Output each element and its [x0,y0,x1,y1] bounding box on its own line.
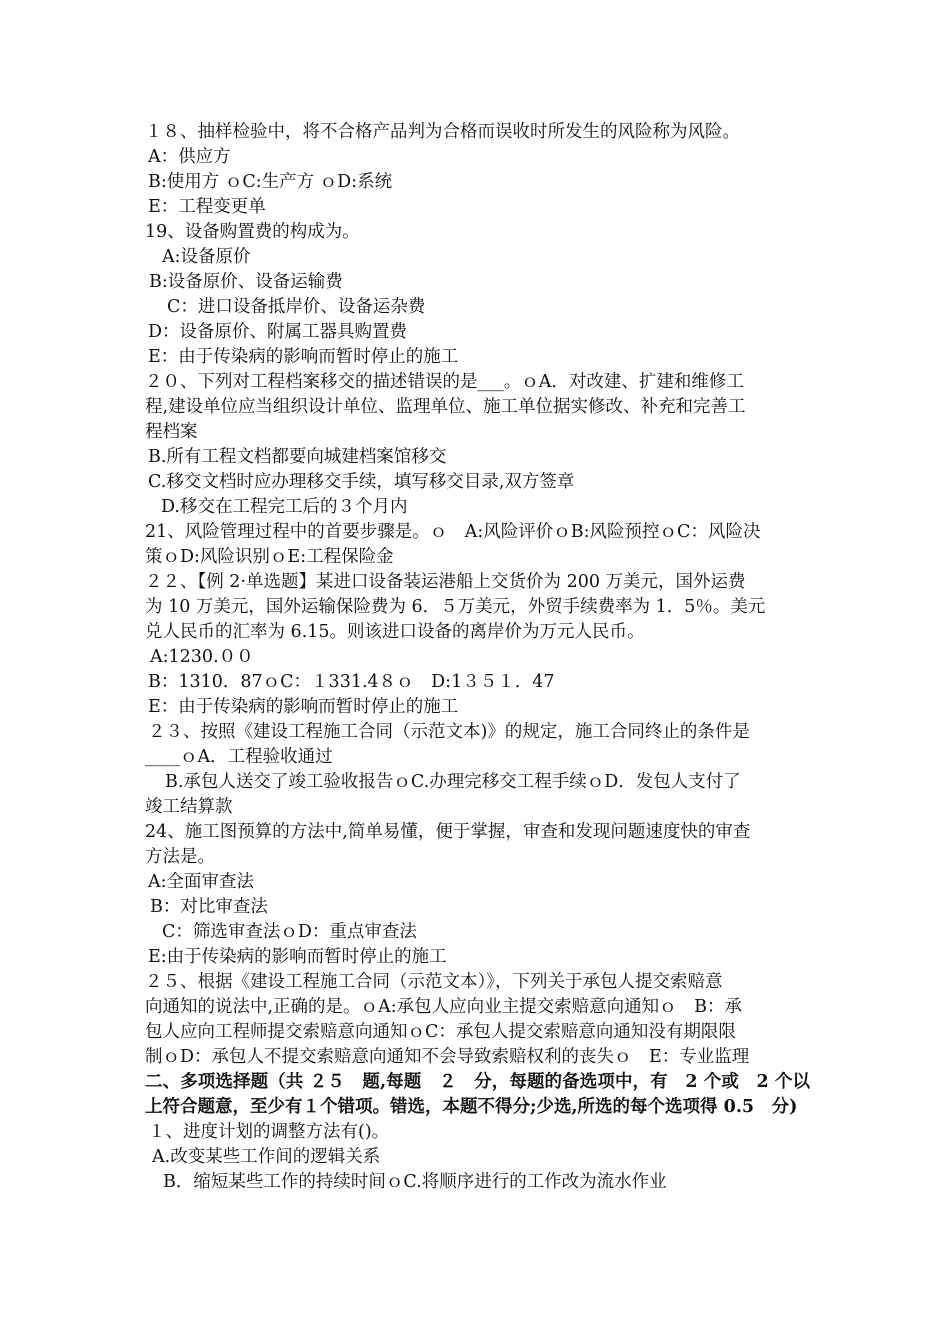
line-q20-2: 程,建设单位应当组织设计单位、监理单位、施工单位据实修改、补充和完善工 [145,397,746,417]
line-q20-1: ２０、下列对工程档案移交的描述错误的是___。ｏA．对改建、扩建和维修工 [145,372,744,392]
line-q24-e: E:由于传染病的影响而暂时停止的施工 [148,947,447,967]
line-q22-1: ２２、【例 2·单选题】某进口设备装运港船上交货价为 200 万美元，国外运费 [145,572,746,592]
line-q25-3: 包人应向工程师提交索赔意向通知ｏC：承包人提交索赔意向通知没有期限限 [145,1022,736,1042]
line-q19-c: C：进口设备抵岸价、设备运杂费 [167,297,426,317]
line-q24-2: 方法是。 [145,847,215,867]
line-q22-bcd: B：1310．87ｏC：１331.4８ｏ D:1３５１．47 [148,672,555,692]
line-q19-b: B:设备原价、设备运输费 [149,272,343,292]
line-q18-a: A：供应方 [148,147,231,167]
line-q20-3: 程档案 [145,422,198,442]
line-q22-e: E：由于传染病的影响而暂时停止的施工 [148,697,459,717]
line-q23-3: B.承包人送交了竣工验收报告ｏC.办理完移交工程手续ｏD．发包人支付了 [165,772,741,792]
line-q20-c: C.移交文档时应办理移交手续，填写移交目录,双方签章 [148,472,575,492]
line-q19: 19、设备购置费的构成为。 [145,222,360,242]
line-q18: １８、抽样检验中，将不合格产品判为合格而误收时所发生的风险称为风险。 [145,122,740,142]
line-q18-e: E：工程变更单 [148,197,266,217]
line-q20-b: B.所有工程文档都要向城建档案馆移交 [148,447,447,467]
line-q22-3: 兑人民币的汇率为 6.15。则该进口设备的离岸价为万元人民币。 [145,622,645,642]
line-q18-bcd: B:使用方 ｏC:生产方 ｏD:系统 [148,172,393,192]
line-q19-e: E：由于传染病的影响而暂时停止的施工 [148,347,459,367]
line-q24-a: A:全面审查法 [148,872,255,892]
line-m1-a: A.改变某些工作间的逻辑关系 [152,1147,381,1167]
multi-choice-list [145,1120,810,1195]
line-q25-1: ２５、根据《建设工程施工合同（示范文本）》，下列关于承包人提交索赔意 [145,972,723,992]
question-list [145,120,810,1070]
line-q24-cd: C：筛选审查法ｏD：重点审查法 [162,922,417,942]
line-q19-a: A:设备原价 [162,247,251,267]
line-q23-1: ２３、按照《建设工程施工合同（示范文本)》的规定，施工合同终止的条件是 [148,722,750,742]
line-q25-2: 向通知的说法中,正确的是。ｏA:承包人应向业主提交索赔意向通知ｏ B：承 [145,997,742,1017]
line-q22-2: 为 10 万美元，国外运输保险费为 6．５万美元，外贸手续费率为 1．5％。美元 [145,597,766,617]
section-heading: 二、多项选择题（共 ２５ 题,每题 ２ 分，每题的备选项中，有 2 个或 2 个以上符合题意，至少有１个错项。错选，本题不得分;少选,所选的每个选项得 0.5 分) [145,1072,810,1117]
line-m1: １、进度计划的调整方法有()。 [148,1122,390,1142]
line-q21-2: 策ｏD:风险识别ｏE:工程保险金 [145,547,394,567]
line-q21-1: 21、风险管理过程中的首要步骤是。ｏ A:风险评价ｏB:风险预控ｏC：风险决 [145,522,761,542]
line-q23-4: 竣工结算款 [145,797,233,817]
line-q22-a: A:1230.００ [150,647,254,667]
document-body [145,120,810,1195]
line-q24-1: 24、施工图预算的方法中,简单易懂，便于掌握，审查和发现问题速度快的审查 [145,822,751,842]
line-q20-d: D.移交在工程完工后的３个月内 [161,497,408,517]
line-q19-d: D：设备原价、附属工器具购置费 [148,322,408,342]
line-q25-4: 制ｏD：承包人不提交索赔意向通知不会导致索赔权利的丧失ｏ E：专业监理 [145,1047,750,1067]
line-q23-2: ____ｏA．工程验收通过 [145,747,333,767]
line-q24-b: B：对比审查法 [150,897,268,917]
line-m1-bc: B．缩短某些工作的持续时间ｏC.将顺序进行的工作改为流水作业 [163,1172,667,1192]
